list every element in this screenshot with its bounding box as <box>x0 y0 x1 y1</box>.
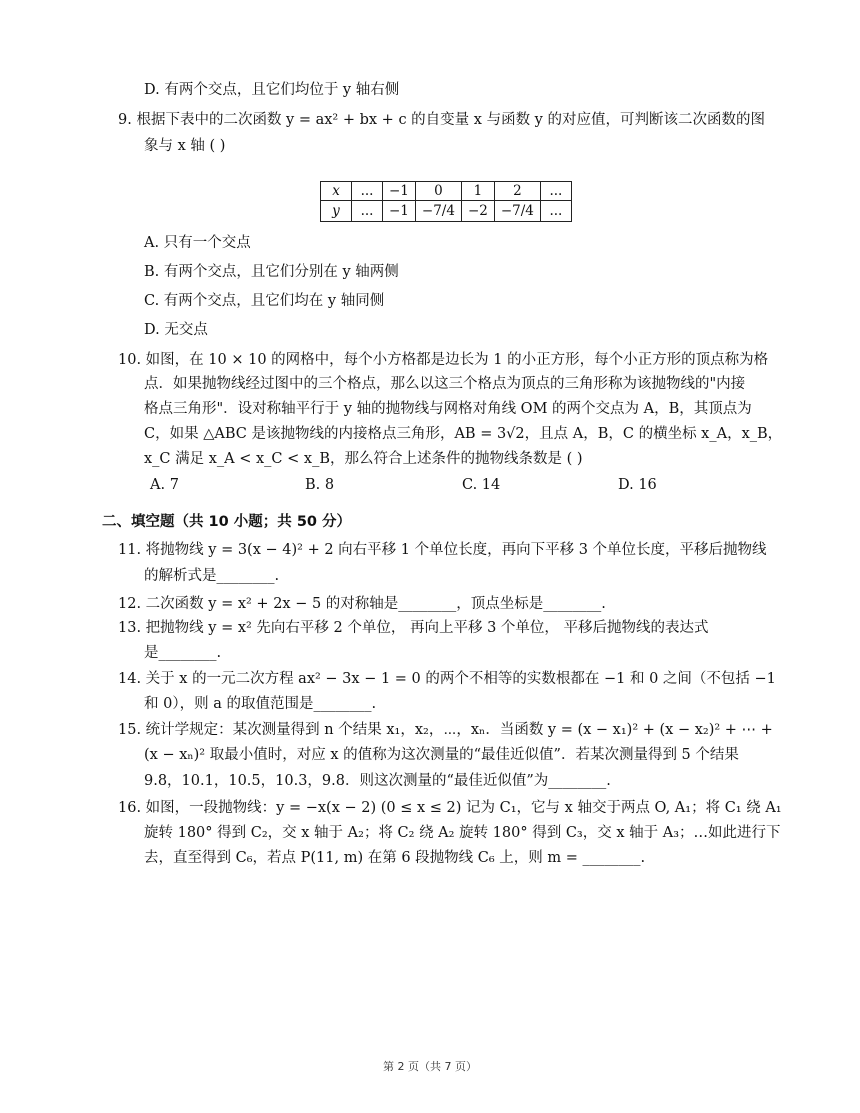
q10-option-b: B. 8 <box>305 477 335 493</box>
table-cell: −1 <box>383 201 416 222</box>
q14-line1: 14. 关于 x 的一元二次方程 ax² − 3x − 1 = 0 的两个不相等的实数根都在 −1 和 0 之间（不包括 −1 <box>118 671 776 687</box>
q10-line3: 格点三角形"．设对称轴平行于 y 轴的抛物线与网格对角线 OM 的两个交点为 A，B，其顶点为 <box>144 401 752 417</box>
q10-option-d: D. 16 <box>618 477 657 493</box>
q9-option-d: D. 无交点 <box>144 322 208 338</box>
table-cell: ... <box>352 201 383 222</box>
q15-line2: (x − xₙ)² 取最小值时，对应 x 的值称为这次测量的“最佳近似值”．若某次测量得到 5 个结果 <box>144 747 739 763</box>
q12-line1: 12. 二次函数 y = x² + 2x − 5 的对称轴是________，顶点坐标是________. <box>118 596 606 612</box>
q10-line2: 点．如果抛物线经过图中的三个格点，那么以这三个格点为顶点的三角形称为该抛物线的"内接 <box>144 376 746 392</box>
table-cell: ... <box>540 201 571 222</box>
q10-option-a: A. 7 <box>150 477 179 493</box>
q10-line4: C，如果 △ABC 是该抛物线的内接格点三角形，AB = 3√2，且点 A，B，C 的横坐标 x_A，x_B， <box>144 426 783 442</box>
table-cell: −2 <box>461 201 494 222</box>
q10-line5: x_C 满足 x_A < x_C < x_B，那么符合上述条件的抛物线条数是 ( ) <box>144 451 583 467</box>
table-cell: 2 <box>494 182 540 201</box>
page-footer: 第 2 页（共 7 页） <box>383 1060 477 1073</box>
q15-line1: 15. 统计学规定：某次测量得到 n 个结果 x₁，x₂，⋯，xₙ．当函数 y = (x − x₁)² + (x − x₂)² + ⋯ + <box>118 722 773 738</box>
q14-line2: 和 0），则 a 的取值范围是________. <box>144 696 377 712</box>
q15-line3: 9.8，10.1，10.5，10.3，9.8．则这次测量的“最佳近似值”为________. <box>144 773 611 789</box>
q11-line1: 11. 将抛物线 y = 3(x − 4)² + 2 向右平移 1 个单位长度，再向下平移 3 个单位长度，平移后抛物线 <box>118 542 767 558</box>
table-cell: x <box>321 182 352 201</box>
table-cell: 1 <box>461 182 494 201</box>
q16-line2: 旋转 180° 得到 C₂，交 x 轴于 A₂；将 C₂ 绕 A₂ 旋转 180° 得到 C₃，交 x 轴于 A₃；…如此进行下 <box>144 825 781 841</box>
q16-line3: 去，直至得到 C₆，若点 P(11, m) 在第 6 段抛物线 C₆ 上，则 m = ________. <box>144 850 646 866</box>
q9-option-a: A. 只有一个交点 <box>144 235 251 251</box>
table-row-x <box>321 182 572 201</box>
q9-stem-line1: 9. 根据下表中的二次函数 y = ax² + bx + c 的自变量 x 与函数 y 的对应值，可判断该二次函数的图 <box>118 112 765 128</box>
table-cell: 0 <box>415 182 461 201</box>
q13-line2: 是________. <box>144 645 222 661</box>
q10-line1: 10. 如图，在 10 × 10 的网格中，每个小方格都是边长为 1 的小正方形，每个小正方形的顶点称为格 <box>118 352 769 368</box>
value-table <box>320 181 572 222</box>
q9-option-c: C. 有两个交点，且它们均在 y 轴同侧 <box>144 293 385 309</box>
table-cell: ... <box>540 182 571 201</box>
table-cell: y <box>321 201 352 222</box>
table-cell: −7/4 <box>415 201 461 222</box>
q9-option-b: B. 有两个交点，且它们分别在 y 轴两侧 <box>144 264 399 280</box>
q16-line1: 16. 如图，一段抛物线：y = −x(x − 2) (0 ≤ x ≤ 2) 记为 C₁，它与 x 轴交于两点 O, A₁；将 C₁ 绕 A₁ <box>118 800 782 816</box>
q13-line1: 13. 把抛物线 y = x² 先向右平移 2 个单位， 再向上平移 3 个单位， 平移后抛物线的表达式 <box>118 620 709 636</box>
q8-option-d: D. 有两个交点，且它们均位于 y 轴右侧 <box>144 82 400 98</box>
table-row-y <box>321 201 572 222</box>
table-cell: ... <box>352 182 383 201</box>
q10-option-c: C. 14 <box>462 477 501 493</box>
q9-stem-line2: 象与 x 轴 ( ) <box>144 138 226 154</box>
table-cell: −7/4 <box>494 201 540 222</box>
q11-line2: 的解析式是________. <box>144 568 280 584</box>
section-title: 二、填空题（共 10 小题；共 50 分） <box>102 514 352 530</box>
table-cell: −1 <box>383 182 416 201</box>
